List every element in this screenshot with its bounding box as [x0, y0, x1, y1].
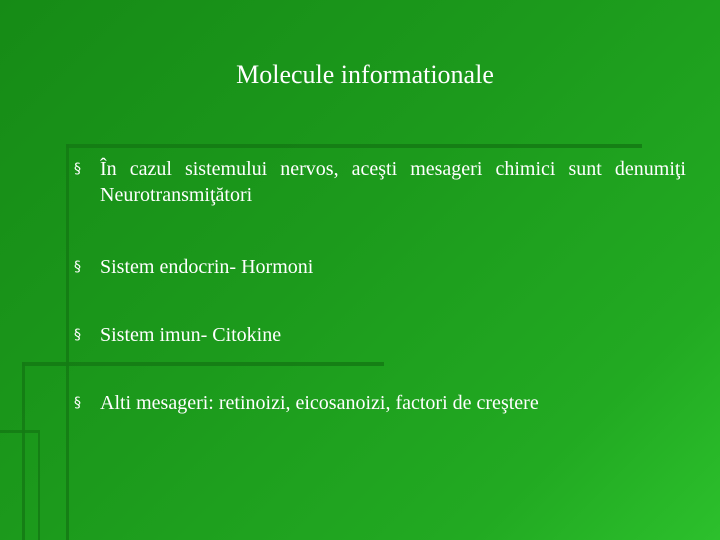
decor-line-horizontal — [0, 430, 38, 433]
bullet-item — [74, 156, 686, 208]
bullet-item — [74, 322, 686, 348]
bullet-text: Sistem imun- Citokine — [100, 324, 282, 346]
bullet-text: Sistem endocrin- Hormoni — [100, 256, 314, 278]
decor-line-vertical — [66, 144, 69, 540]
bullet-item — [74, 390, 686, 416]
decor-line-vertical — [38, 430, 40, 540]
bullet-list — [74, 156, 686, 416]
bullet-marker-icon: § — [74, 161, 81, 177]
bullet-text: În cazul sistemului nervos, aceşti mesageri chimici sunt denumiţi Neurotransmiţători — [100, 158, 686, 206]
bullet-marker-icon: § — [74, 259, 81, 275]
bullet-item — [74, 254, 686, 280]
bullet-text: Alti mesageri: retinoizi, eicosanoizi, factori de creştere — [100, 392, 539, 414]
bullet-marker-icon: § — [74, 327, 81, 343]
slide-title: Molecule informationale — [236, 60, 494, 89]
decor-line-vertical — [22, 362, 25, 540]
bullet-marker-icon: § — [74, 395, 81, 411]
decor-line-horizontal — [66, 144, 642, 148]
